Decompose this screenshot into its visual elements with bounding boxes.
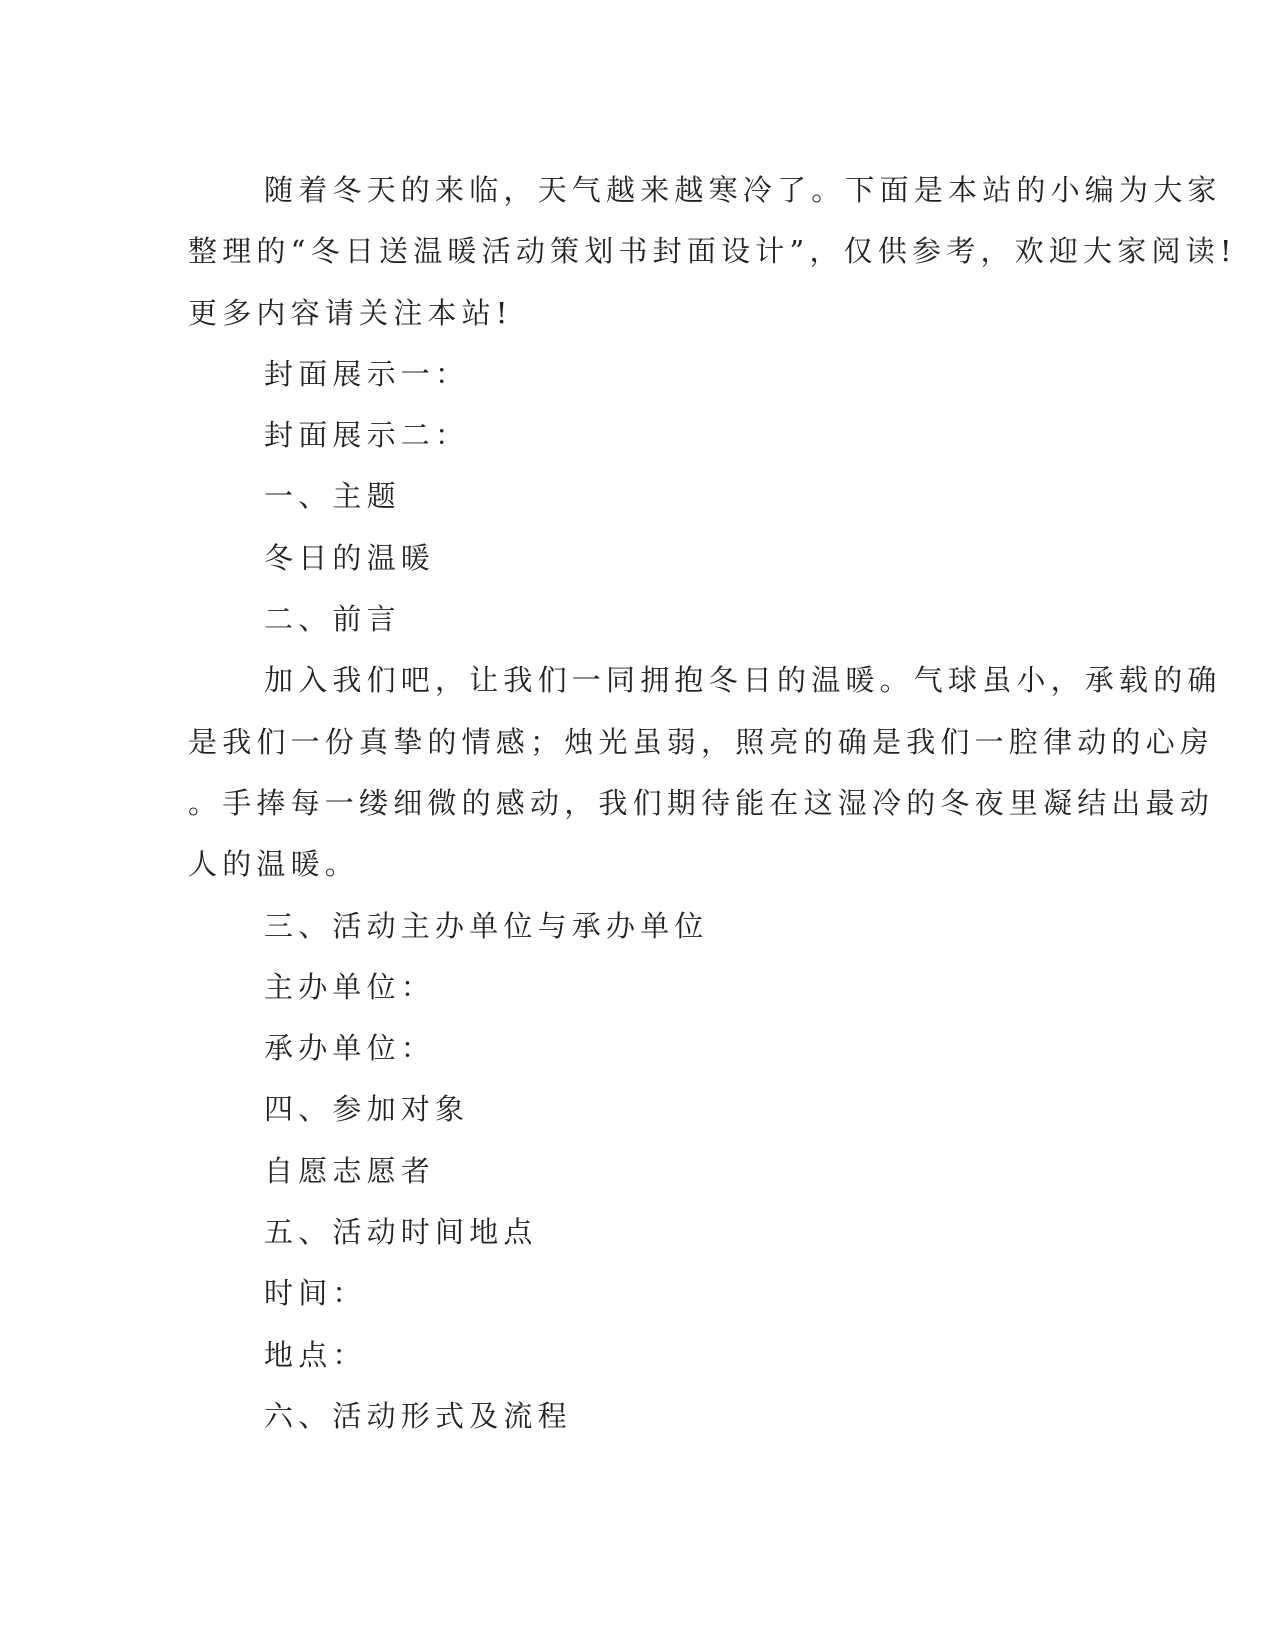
- participants-text: 自愿志愿者: [264, 1153, 436, 1188]
- cover-display-two: 封面展示二：: [264, 418, 470, 453]
- cover-display-one: 封面展示一：: [264, 356, 470, 391]
- co-organizer-label: 承办单位：: [264, 1031, 436, 1066]
- intro-paragraph-line-2: 整理的“冬日送温暖活动策划书封面设计”，仅供参考，欢迎大家阅读!: [188, 234, 1237, 269]
- section-heading-format-process: 六、活动形式及流程: [264, 1398, 572, 1433]
- host-organization-label: 主办单位：: [264, 969, 436, 1004]
- preface-paragraph-line-2: 是我们一份真挚的情感；烛光虽弱，照亮的确是我们一腔律动的心房: [188, 724, 1215, 759]
- place-label: 地点：: [264, 1337, 367, 1372]
- preface-paragraph-line-1: 加入我们吧，让我们一同拥抱冬日的温暖。气球虽小，承载的确: [264, 663, 1222, 698]
- section-heading-time-place: 五、活动时间地点: [264, 1215, 538, 1250]
- section-heading-theme: 一、主题: [264, 479, 401, 514]
- section-heading-organizers: 三、活动主办单位与承办单位: [264, 908, 709, 943]
- preface-paragraph-line-3: 。手捧每一缕细微的感动，我们期待能在这湿冷的冬夜里凝结出最动: [188, 785, 1215, 820]
- time-label: 时间：: [264, 1276, 367, 1311]
- document-body: [188, 160, 1237, 1447]
- theme-text: 冬日的温暖: [264, 540, 436, 575]
- section-heading-preface: 二、前言: [264, 602, 401, 637]
- intro-paragraph-line-3: 更多内容请关注本站!: [188, 295, 513, 330]
- preface-paragraph-line-4: 人的温暖。: [188, 847, 360, 882]
- section-heading-participants: 四、参加对象: [264, 1092, 470, 1127]
- intro-paragraph-line-1: 随着冬天的来临，天气越来越寒冷了。下面是本站的小编为大家: [264, 173, 1222, 207]
